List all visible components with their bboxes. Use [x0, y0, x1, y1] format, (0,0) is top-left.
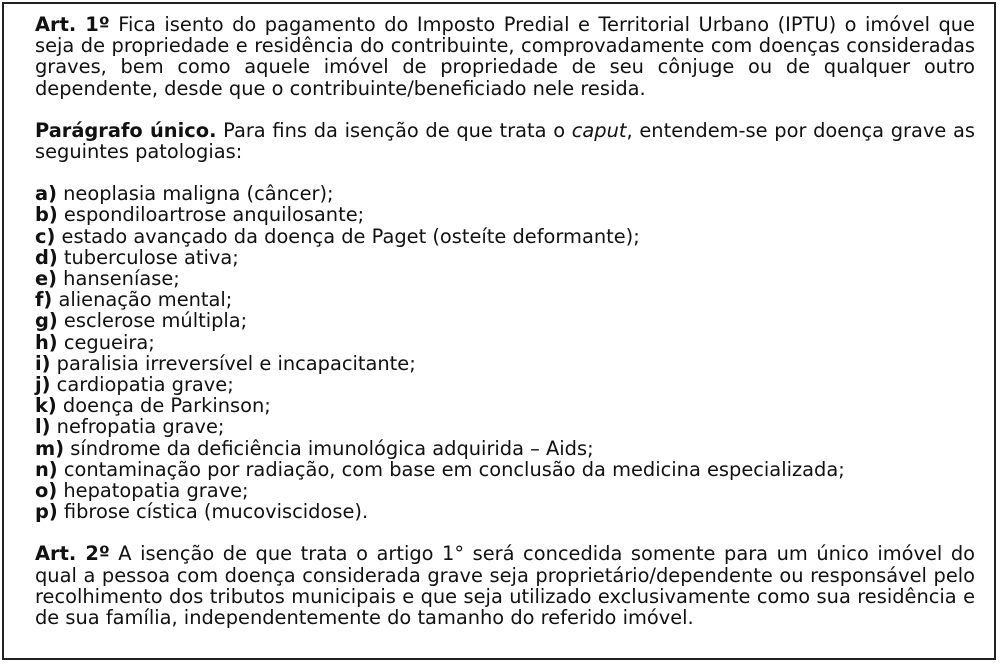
list-item	[35, 374, 975, 395]
list-item-text: esclerose múltipla;	[57, 309, 248, 333]
list-item-text: fibrose cística (mucoviscidose).	[57, 500, 369, 524]
list-item	[35, 416, 975, 437]
list-item-text: cardiopatia grave;	[50, 373, 234, 397]
list-item-letter: i)	[35, 351, 51, 375]
list-item-letter: c)	[35, 224, 56, 248]
list-item-letter: b)	[35, 203, 58, 227]
list-item-letter: g)	[35, 309, 58, 333]
list-item-text: neoplasia maligna (câncer);	[56, 182, 334, 206]
list-item-letter: h)	[35, 330, 58, 354]
list-item-letter: o)	[35, 479, 58, 503]
list-item-text: doença de Parkinson;	[56, 394, 271, 418]
list-item	[35, 247, 975, 268]
list-item-letter: n)	[35, 457, 58, 481]
list-item	[35, 183, 975, 204]
list-item-letter: a)	[35, 182, 57, 206]
list-item-text: nefropatia grave;	[50, 415, 225, 439]
list-item-letter: l)	[35, 415, 51, 439]
list-item-text: paralisia irreversível e incapacitante;	[50, 351, 416, 375]
paragrafo-unico-text-before: Para fins da isenção de que trata o	[216, 118, 572, 142]
list-item-text: hanseníase;	[57, 267, 180, 291]
list-item-text: tuberculose ativa;	[57, 245, 239, 269]
paragrafo-unico	[35, 120, 975, 162]
list-item-text: espondiloartrose anquilosante;	[57, 203, 365, 227]
caput-term: caput	[571, 118, 627, 142]
paragrafo-unico-label: Parágrafo único.	[35, 118, 217, 142]
list-item	[35, 204, 975, 225]
list-item	[35, 459, 975, 480]
list-item-text: hepatopatia grave;	[57, 479, 249, 503]
list-item	[35, 310, 975, 331]
list-item-letter: f)	[35, 288, 53, 312]
list-item-text: alienação mental;	[52, 288, 233, 312]
list-item	[35, 501, 975, 522]
list-item	[35, 332, 975, 353]
article-1	[35, 14, 975, 99]
list-item	[35, 395, 975, 416]
pathology-list	[35, 183, 975, 522]
article-1-text: Fica isento do pagamento do Imposto Predial e Territorial Urbano (IPTU) o imóvel que seja de propriedade e residência do contribuinte, comprovadamente com doenças consideradas graves, bem como aquele imóvel de propriedade de seu cônjuge ou de qualquer outro dependente, desde que o contribuinte/beneficiado nele resida.	[35, 13, 975, 100]
article-2	[35, 543, 975, 628]
list-item-letter: k)	[35, 394, 57, 418]
paragrafo-unico-text-after: , entendem-se por doença grave as seguintes patologias:	[35, 118, 975, 164]
list-item	[35, 268, 975, 289]
list-item-letter: d)	[35, 245, 58, 269]
list-item-text: síndrome da deficiência imunológica adquirida – Aids;	[64, 436, 594, 460]
list-item-text: cegueira;	[57, 330, 155, 354]
document-body	[35, 14, 975, 628]
list-item-letter: j)	[35, 373, 51, 397]
list-item	[35, 289, 975, 310]
list-item	[35, 226, 975, 247]
list-item-letter: p)	[35, 500, 58, 524]
article-1-label: Art. 1º	[35, 13, 110, 36]
document-frame	[2, 2, 996, 660]
list-item	[35, 353, 975, 374]
list-item-text: contaminação por radiação, com base em conclusão da medicina especializada;	[57, 457, 845, 481]
article-2-text: A isenção de que trata o artigo 1° será concedida somente para um único imóvel do qual a pessoa com doença considerada grave seja proprietário/dependente ou responsável pelo recolhimento dos tributos municipais e que seja utilizado exclusivamente como sua residência e de sua família, independentemente do tamanho do referido imóvel.	[35, 542, 975, 630]
list-item-letter: m)	[35, 436, 65, 460]
list-item-text: estado avançado da doença de Paget (osteíte deformante);	[55, 224, 640, 248]
list-item	[35, 438, 975, 459]
list-item-letter: e)	[35, 267, 58, 291]
list-item	[35, 480, 975, 501]
article-2-label: Art. 2º	[35, 542, 110, 566]
